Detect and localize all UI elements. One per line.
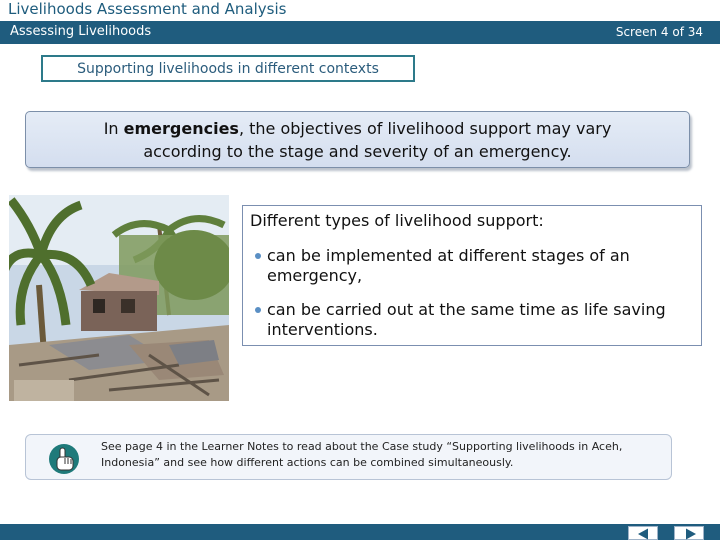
disaster-damaged-houses-photo xyxy=(9,195,229,401)
section-label: Assessing Livelihoods xyxy=(10,24,152,39)
banner-text xyxy=(104,117,612,163)
learner-notes-box xyxy=(25,434,672,480)
section-title-box xyxy=(41,55,415,82)
info-bullet xyxy=(255,246,695,286)
info-bullet-list xyxy=(255,246,695,354)
triangle-left-icon xyxy=(629,527,659,541)
bullet-icon xyxy=(255,253,261,259)
bullet-icon xyxy=(255,307,261,313)
banner-line1: , the objectives of livelihood support may vary xyxy=(238,118,612,138)
info-box xyxy=(242,205,702,346)
triangle-right-icon xyxy=(675,527,705,541)
info-bullet-text: can be implemented at different stages of an emergency, xyxy=(267,246,630,285)
hand-pointer-icon[interactable] xyxy=(48,441,80,475)
info-bullet-text: can be carried out at the same time as life saving interventions. xyxy=(267,300,666,339)
section-title: Supporting livelihoods in different contexts xyxy=(77,60,379,77)
banner-line2: according to the stage and severity of an emergency. xyxy=(143,141,572,161)
app-title: Livelihoods Assessment and Analysis xyxy=(8,0,287,18)
screen-counter: Screen 4 of 34 xyxy=(615,25,703,39)
header-bar xyxy=(0,21,720,44)
footer-bar xyxy=(0,524,720,540)
next-button[interactable] xyxy=(674,526,704,540)
info-bullet xyxy=(255,300,695,340)
back-button[interactable] xyxy=(628,526,658,540)
window-titlebar xyxy=(0,0,720,21)
photo-illustration xyxy=(9,195,229,401)
banner-emphasis: emergencies xyxy=(123,118,239,138)
banner-prefix: In xyxy=(103,118,124,138)
key-message-banner xyxy=(25,111,690,168)
learner-notes-text: See page 4 in the Learner Notes to read about the Case study “Supporting livelihoods in Aceh, Indonesia” and see how different actions can be combined simultaneously. xyxy=(101,440,623,469)
info-heading: Different types of livelihood support: xyxy=(250,211,544,230)
